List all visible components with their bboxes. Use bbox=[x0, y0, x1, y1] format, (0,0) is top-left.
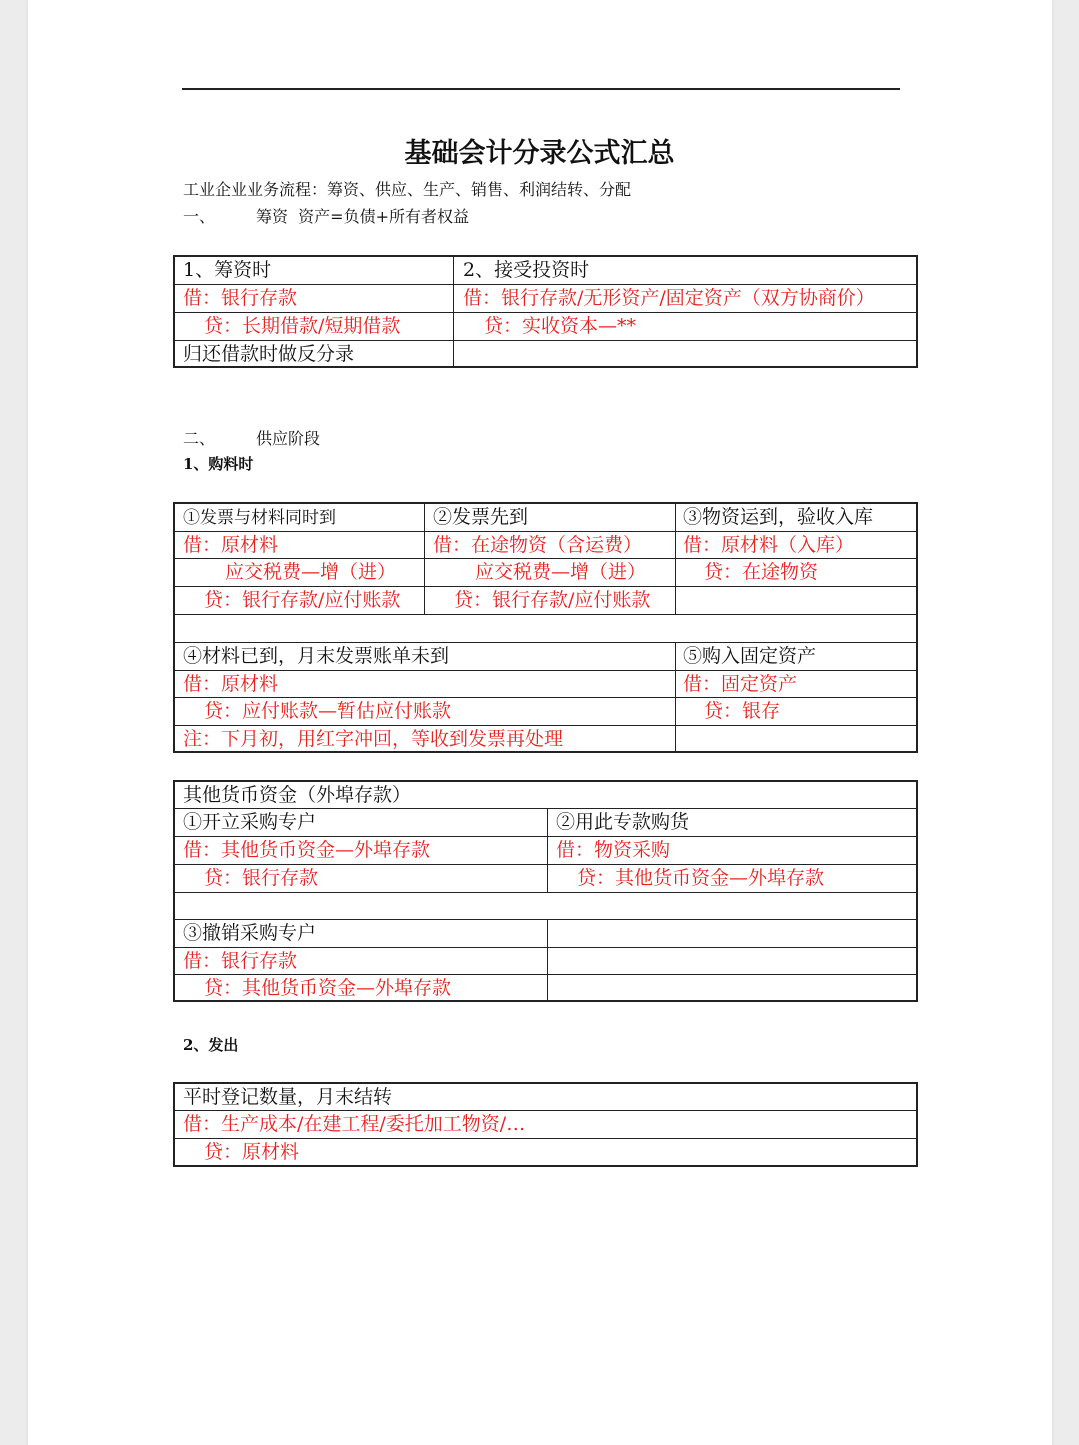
financing-debit: 借：银行存款 bbox=[183, 287, 298, 309]
close-account-debit: 借：银行存款 bbox=[183, 950, 298, 972]
use-funds-debit: 借：物资采购 bbox=[556, 839, 671, 861]
issue-header: 平时登记数量，月末结转 bbox=[183, 1086, 393, 1108]
open-account-credit: 贷：银行存款 bbox=[204, 867, 319, 889]
case4-note: 注：下月初，用红字冲回，等收到发票再处理 bbox=[183, 728, 564, 750]
use-funds-credit: 贷：其他货币资金—外埠存款 bbox=[577, 867, 825, 889]
other-funds-table bbox=[173, 780, 918, 1002]
financing-table bbox=[173, 255, 918, 368]
open-account-header: ①开立采购专户 bbox=[183, 811, 317, 833]
case2-header: ②发票先到 bbox=[433, 506, 529, 528]
purchase-subheading: 1、购料时 bbox=[183, 455, 254, 473]
section1-number: 一、 bbox=[183, 207, 216, 226]
case1-tax: 应交税费—增（进） bbox=[225, 561, 397, 583]
case5-header: ⑤购入固定资产 bbox=[683, 645, 817, 667]
case4-header: ④材料已到，月末发票账单未到 bbox=[183, 645, 450, 667]
section1-heading: 筹资 资产=负债+所有者权益 bbox=[256, 207, 469, 226]
case1-credit: 贷：银行存款/应付账款 bbox=[204, 589, 401, 611]
other-funds-header: 其他货币资金（外埠存款） bbox=[183, 784, 412, 806]
page-title: 基础会计分录公式汇总 bbox=[404, 138, 675, 169]
case2-credit: 贷：银行存款/应付账款 bbox=[454, 589, 651, 611]
issue-table bbox=[173, 1082, 918, 1167]
issue-credit: 贷：原材料 bbox=[204, 1141, 300, 1163]
financing-note: 归还借款时做反分录 bbox=[183, 343, 355, 365]
issue-subheading: 2、发出 bbox=[183, 1036, 239, 1054]
case1-debit: 借：原材料 bbox=[183, 534, 279, 556]
use-funds-header: ②用此专款购货 bbox=[556, 811, 690, 833]
section2-number: 二、 bbox=[183, 429, 216, 448]
case4-debit: 借：原材料 bbox=[183, 673, 279, 695]
financing-header: 1、筹资时 bbox=[183, 259, 272, 281]
case5-debit: 借：固定资产 bbox=[683, 673, 798, 695]
section2-heading: 供应阶段 bbox=[256, 429, 321, 448]
case1-header: ①发票与材料同时到 bbox=[183, 508, 336, 528]
case2-tax: 应交税费—增（进） bbox=[475, 561, 647, 583]
case2-debit: 借：在途物资（含运费） bbox=[433, 534, 643, 556]
close-account-header: ③撤销采购专户 bbox=[183, 922, 317, 944]
issue-debit: 借：生产成本/在建工程/委托加工物资/… bbox=[183, 1113, 526, 1135]
case5-credit: 贷：银存 bbox=[704, 700, 781, 722]
top-rule bbox=[182, 88, 900, 90]
close-account-credit: 贷：其他货币资金—外埠存款 bbox=[204, 977, 452, 999]
case3-debit: 借：原材料（入库） bbox=[683, 534, 855, 556]
case3-credit: 贷：在途物资 bbox=[704, 561, 819, 583]
open-account-debit: 借：其他货币资金—外埠存款 bbox=[183, 839, 431, 861]
investment-credit: 贷：实收资本—** bbox=[484, 315, 637, 337]
financing-credit: 贷：长期借款/短期借款 bbox=[204, 315, 401, 337]
purchase-table bbox=[173, 502, 918, 753]
investment-header: 2、接受投资时 bbox=[463, 259, 590, 281]
intro-text: 工业企业业务流程：筹资、供应、生产、销售、利润结转、分配 bbox=[183, 180, 632, 199]
case4-credit: 贷：应付账款—暂估应付账款 bbox=[204, 700, 452, 722]
investment-debit: 借：银行存款/无形资产/固定资产（双方协商价） bbox=[463, 287, 875, 309]
case3-header: ③物资运到，验收入库 bbox=[683, 506, 874, 528]
